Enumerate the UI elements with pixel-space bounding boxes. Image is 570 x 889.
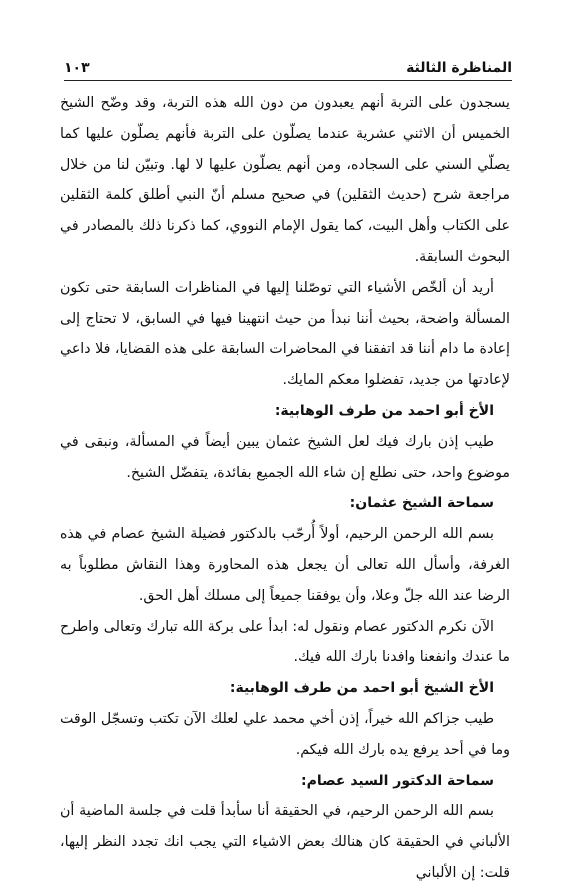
- speaker-heading: سماحة الشيخ عثمان:: [349, 495, 494, 512]
- header-title: المناظرة الثالثة: [406, 60, 512, 76]
- paragraph: أريد أن ألخّص الأشياء التي توصّلنا إليها في المناظرات السابقة حتى تكون المسألة واضحة، بحيث أننا نبدأ من حيث انتهينا فيها في السابق، لا تحتاج إلى إعادة ما دام أننا قد اتفقنا في المحاضرات السابقة على هذه القضايا، فلا داعي لإعادتها من جديد، تفضلوا معكم المايك.: [60, 279, 510, 389]
- paragraph: بسم الله الرحمن الرحيم، أولاً أُرحّب بالدكتور فضيلة الشيخ عصام في هذه الغرفة، وأسأل الله تعالى أن يجعل هذه المحاورة وهذا النقاش مطلوباً به الرضا عند الله جلّ وعلا، وأن يوفقنا جميعاً إلى مسلك أهل الحق.: [60, 526, 510, 604]
- paragraph: طيب إذن بارك فيك لعل الشيخ عثمان يبين أيضاً في المسألة، ونبقى في موضوع واحد، حتى نطلع إن شاء الله الجميع بفائدة، يتفضّل الشيخ.: [60, 433, 510, 481]
- speaker-heading: الأخ أبو احمد من طرف الوهابية:: [274, 402, 494, 419]
- running-header: [64, 58, 512, 81]
- speaker-heading: سماحة الدكتور السيد عصام:: [300, 772, 494, 789]
- paragraph: طيب جزاكم الله خيراً، إذن أخي محمد علي لعلك الآن تكتب وتسجّل الوقت وما في أحد يرفع يده بارك الله فيكم.: [60, 710, 510, 758]
- paragraph: يسجدون على التربة أنهم يعبدون من دون الله هذه التربة، وقد وضّح الشيخ الخميس أن الاثني عشرية عندما يصلّون على التربة فأنهم يصلّون عليها كما يصلّي السني على السجاده، ومن أنهم يصلّون عليها لا لها. وتبيّن لنا من خلال مراجعة شرح (حديث الثقلين) في صحيح مسلم أنّ النبي أطلق كلمة الثقلين على الكتاب وأهل البيت، كما يقول الإمام النووي، كما ذكرنا ذلك بالمصادر في البحوث السابقة.: [60, 95, 510, 265]
- page-body: [60, 88, 510, 889]
- paragraph: الآن نكرم الدكتور عصام ونقول له: ابدأ على بركة الله تبارك وتعالى واطرح ما عندك وانفعنا وافدنا بارك الله فيك.: [60, 618, 510, 666]
- page-number: ١٠٣: [64, 60, 90, 76]
- paragraph: بسم الله الرحمن الرحيم، في الحقيقة أنا سأبدأ قلت في جلسة الماضية أن الألباني في الحقيقة كان هنالك بعض الاشياء التي يجب انك تجدد النظر إليها، قلت: إن الألباني: [60, 803, 510, 881]
- speaker-heading: الأخ الشيخ أبو احمد من طرف الوهابية:: [229, 680, 494, 697]
